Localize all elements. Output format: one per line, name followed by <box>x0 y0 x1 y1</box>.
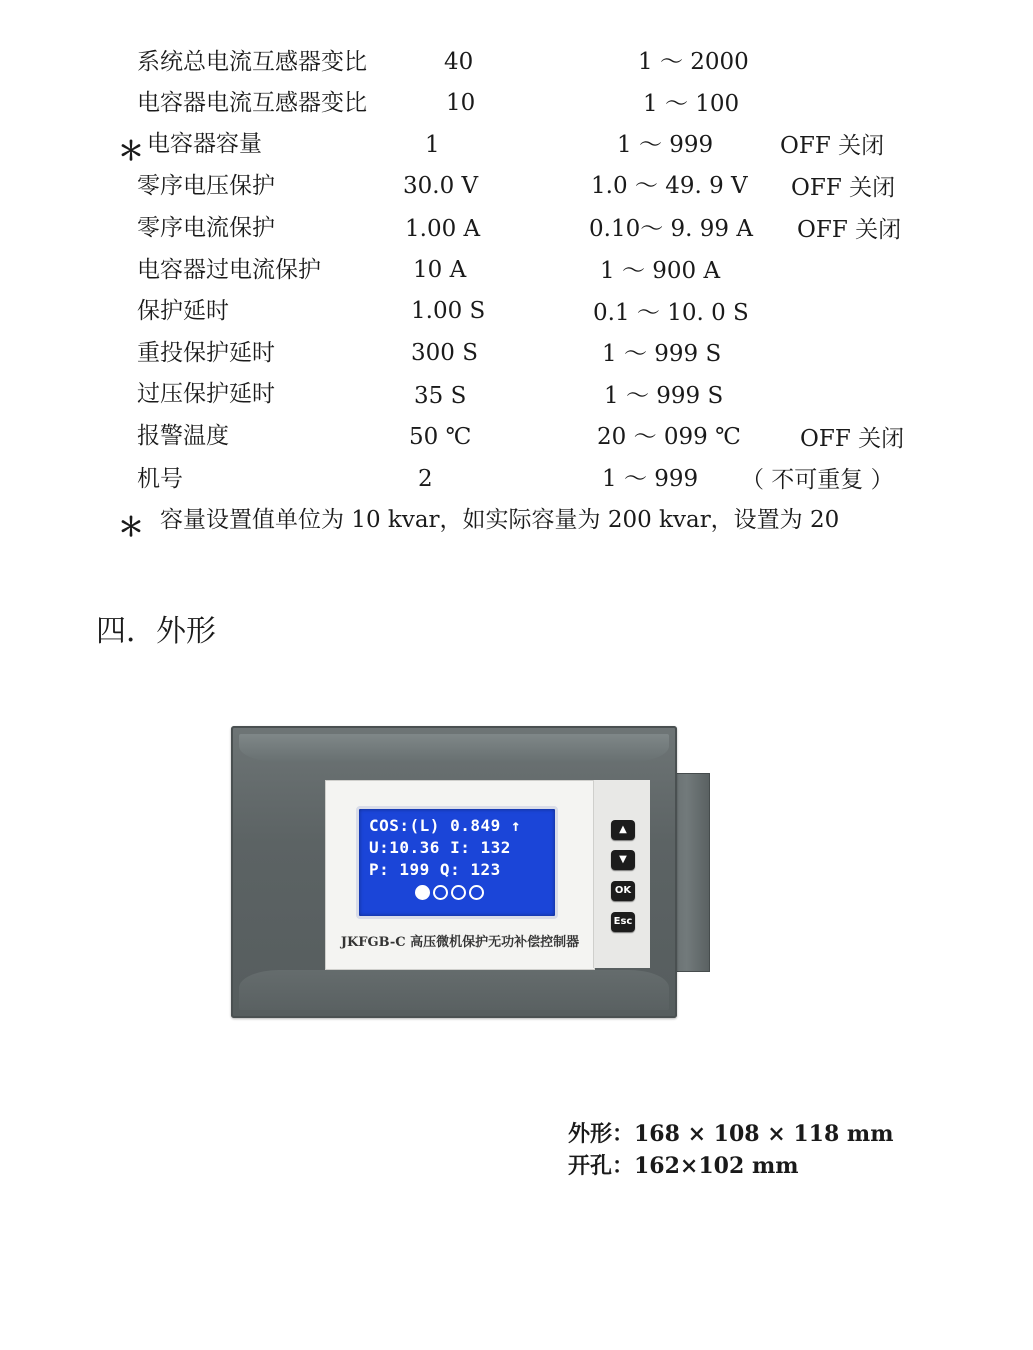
param-note: OFF 关闭 <box>800 426 905 452</box>
param-value: 1 <box>425 132 440 158</box>
lcd-line-power: P: 199 Q: 123 <box>369 860 501 879</box>
param-name: 过压保护延时 <box>137 381 275 407</box>
param-name: 零序电压保护 <box>137 173 275 199</box>
lcd-step-indicators <box>415 885 487 904</box>
param-note: （ 不可重复 ） <box>741 467 894 493</box>
param-value: 30.0 V <box>403 173 479 199</box>
step-indicator-off <box>451 885 466 900</box>
lcd-line-voltage-current: U:10.36 I: 132 <box>369 838 511 857</box>
param-range: 20 ～ 099 ℃ <box>597 424 741 450</box>
param-name: 零序电流保护 <box>137 215 275 241</box>
param-range: 1 ～ 2000 <box>638 49 749 75</box>
param-value: 1.00 A <box>405 216 481 242</box>
param-range: 1 ～ 999 S <box>602 341 722 367</box>
param-value: 50 ℃ <box>409 424 472 450</box>
param-value: 2 <box>418 466 433 492</box>
param-range: 1 ～ 999 <box>617 132 714 158</box>
param-name: 电容器电流互感器变比 <box>137 90 367 116</box>
star-marker: ＊ <box>118 137 145 167</box>
lcd-screen <box>356 806 558 919</box>
param-name: 报警温度 <box>137 423 229 449</box>
param-value: 300 S <box>411 340 478 366</box>
param-note: OFF 关闭 <box>791 175 896 201</box>
param-range: 1 ～ 999 S <box>604 383 724 409</box>
param-range: 1 ～ 900 A <box>600 258 721 284</box>
footnote-star: ＊ <box>118 513 145 543</box>
down-key-icon: ▼ <box>611 850 635 870</box>
param-value: 10 A <box>413 257 467 283</box>
param-note: OFF 关闭 <box>780 133 885 159</box>
param-range: 0.10～ 9. 99 A <box>589 216 753 242</box>
param-name: 机号 <box>137 466 183 492</box>
device-top-band <box>239 734 669 762</box>
device-keypad <box>593 780 650 968</box>
outline-dimensions: 外形：168 × 108 × 118 mm <box>568 1121 894 1147</box>
device-bottom-band <box>239 970 669 1010</box>
device-front-panel <box>325 780 595 970</box>
param-name: 系统总电流互感器变比 <box>137 49 367 75</box>
param-value: 35 S <box>414 383 467 409</box>
param-value: 40 <box>444 49 474 75</box>
step-indicator-on <box>415 885 430 900</box>
step-indicator-off <box>433 885 448 900</box>
lcd-line-cos: COS:(L) 0.849 ↑ <box>369 816 521 835</box>
param-name: 保护延时 <box>137 298 229 324</box>
param-range: 1 ～ 100 <box>643 91 740 117</box>
param-name: 重投保护延时 <box>137 340 275 366</box>
footnote-text: 容量设置值单位为 10 kvar，如实际容量为 200 kvar，设置为 20 <box>160 507 840 533</box>
model-label: JKFGB-C 高压微机保护无功补偿控制器 <box>340 935 580 950</box>
param-range: 1 ～ 999 <box>602 466 699 492</box>
esc-key: Esc <box>611 912 635 932</box>
param-range: 1.0 ～ 49. 9 V <box>591 173 748 199</box>
ok-key: OK <box>611 881 635 901</box>
cutout-dimensions: 开孔：162×102 mm <box>568 1153 799 1179</box>
device-photo <box>231 726 677 1018</box>
param-note: OFF 关闭 <box>797 217 902 243</box>
section-heading: 四．外形 <box>96 614 216 649</box>
param-name: 电容器过电流保护 <box>137 257 321 283</box>
param-value: 10 <box>446 90 476 116</box>
step-indicator-off <box>469 885 484 900</box>
param-range: 0.1 ～ 10. 0 S <box>593 300 749 326</box>
up-key-icon: ▲ <box>611 820 635 840</box>
param-value: 1.00 S <box>411 298 486 324</box>
param-name: 电容器容量 <box>147 131 262 157</box>
